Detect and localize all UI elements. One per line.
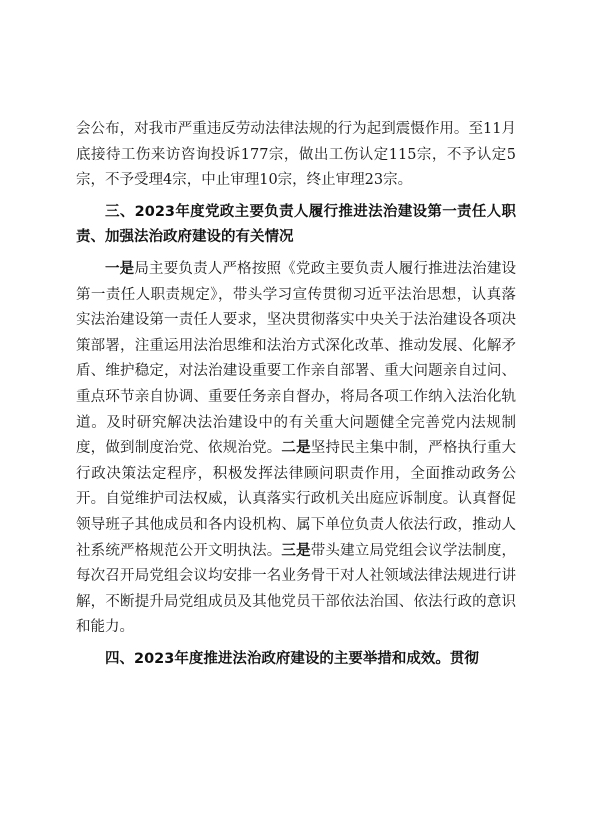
section-heading-continuation: 贯彻 (449, 650, 479, 667)
section-heading-text: 三、2023年度党政主要负责人履行推进法治建设第一责任人职责、加强法治政府建设的有关情况 (76, 203, 516, 246)
section-heading-3 (76, 200, 516, 251)
section-heading-4 (76, 647, 516, 673)
paragraph-text-second: 坚持民主集中制，严格执行重大行政决策法定程序，积极发挥法律顾问职责作用，全面推动政务公开。自觉维护司法权威，认真落实行政机关出庭应诉制度。认真督促领导班子其他成员和各内设机构、属下单位负责人依法行政，推动人社系统严格规范公开文明执法。 (76, 440, 517, 559)
paragraph-text-first: 局主要负责人严格按照《党政主要负责人履行推进法治建设第一责任人职责规定》，带头学习宣传贯彻习近平法治思想，认真落实法治建设第一责任人要求，坚决贯彻落实中央关于法治建设各项决策部署，注重运用法治思维和法治方式深化改革、推动发展、化解矛盾、维护稳定，对法治建设重要工作亲自部署、重大问题亲自过问、重点环节亲自协调、重要任务亲自督办，将局各项工作纳入法治化轨道。及时研究解决法治建设中的有关重大问题健全完善党内法规制度，做到制度治党、依规治党。 (76, 260, 517, 457)
lead-phrase-second: 二是 (281, 440, 311, 457)
document-body (76, 117, 516, 672)
paragraph-continued (76, 117, 516, 194)
paragraph-text-third: 带头建立局党组会议学法制度，每次召开局党组会议均安排一名业务骨干对人社领域法律法规进行讲解，不断提升局党组成员及其他党员干部依法治国、依法行政的意识和能力。 (76, 542, 517, 636)
section-heading-text: 四、2023年度推进法治政府建设的主要举措和成效。 (105, 650, 450, 667)
lead-phrase-first: 一是 (105, 260, 135, 277)
lead-phrase-third: 三是 (281, 542, 311, 559)
paragraph-measures (76, 257, 516, 641)
paragraph-text: 会公布，对我市严重违反劳动法律法规的行为起到震慑作用。至11月底接待工伤来访咨询投诉177宗，做出工伤认定115宗，不予认定5宗，不予受理4宗，中止审理10宗，终止审理23宗。 (76, 121, 516, 189)
